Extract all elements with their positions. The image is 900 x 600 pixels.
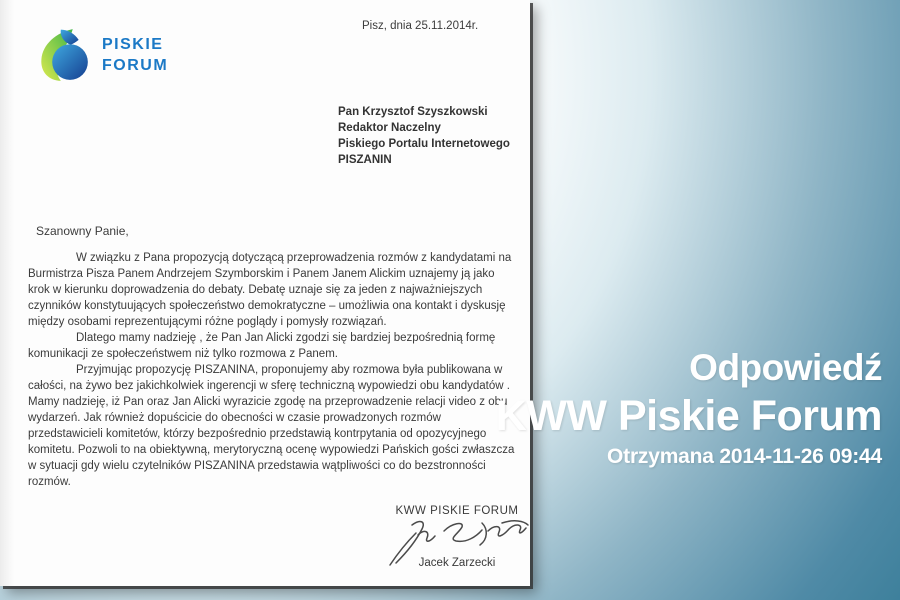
signature-block	[378, 505, 536, 569]
signature-committee: KWW PISKIE FORUM	[395, 505, 519, 517]
overlay-received-line: Otrzymana 2014-11-26 09:44	[607, 445, 882, 468]
body-paragraph: Dlatego mamy nadzieję , że Pan Jan Alicki zgodzi się bardziej bezpośrednią formę komunikacji ze społeczeństwem niż tylko rozmowa z Panem.	[28, 332, 496, 360]
overlay-title-line1: Odpowiedź	[689, 347, 882, 388]
recipient-portal: PISZANIN	[338, 154, 392, 166]
logo-wordmark	[102, 34, 168, 76]
logo-word-forum: FORUM	[102, 57, 169, 74]
piskie-forum-logo-icon	[36, 26, 90, 84]
recipient-organization: Piskiego Portalu Internetowego	[338, 138, 510, 150]
letter-date: Pisz, dnia 25.11.2014r.	[362, 20, 479, 32]
recipient-block	[338, 104, 510, 168]
signature-printed-name: Jacek Zarzecki	[418, 557, 496, 569]
body-paragraph: Przyjmując propozycję PISZANINA, proponujemy aby rozmowa była publikowana w całości, na żywo bez jakichkolwiek ingerencji w sferę techniczną wypowiedzi obu kandydatów . Mamy nadzieję, iż Pan oraz Jan Alicki wyrazicie zgodę na przeprowadzenie relacji video z obu wydarzeń. Jak również dopuścicie do obecności w czasie prowadzonych rozmów przedstawicieli komitetów, którzy bezpośrednio przedstawią kontrpytania od opozycyjnego komitetu. Pozwoli to na obiektywną, merytoryczną ocenę wypowiedzi Pańskich gości zwłaszcza w sytuacji gdy wielu czytelników PISZANINA przedstawia wątpliwości co do bezstronności rozmów.	[28, 364, 515, 488]
salutation: Szanowny Panie,	[36, 224, 129, 238]
body-paragraph: W związku z Pana propozycją dotyczącą przeprowadzenia rozmów z kandydatami na Burmistrza Pisza Panem Andrzejem Szymborskim i Panem Janem Alickim uznajemy ją jako krok w kierunku doprowadzenia do debaty. Debatę uznaje się za jeden z najważniejszych czynników konstytuujących społeczeństwo demokratyczne – umożliwia ona kontakt i dyskusję między osobami reprezentującymi różne poglądy i pomysły rozwiązań.	[28, 252, 512, 328]
overlay-title-line2: KWW Piskie Forum	[495, 392, 882, 440]
overlay-caption	[496, 346, 882, 472]
recipient-title: Redaktor Naczelny	[338, 122, 441, 134]
letter-body	[28, 250, 516, 490]
logo-word-piskie: PISKIE	[102, 36, 164, 53]
piskie-forum-logo	[36, 26, 168, 84]
recipient-name: Pan Krzysztof Szyszkowski	[338, 106, 488, 118]
